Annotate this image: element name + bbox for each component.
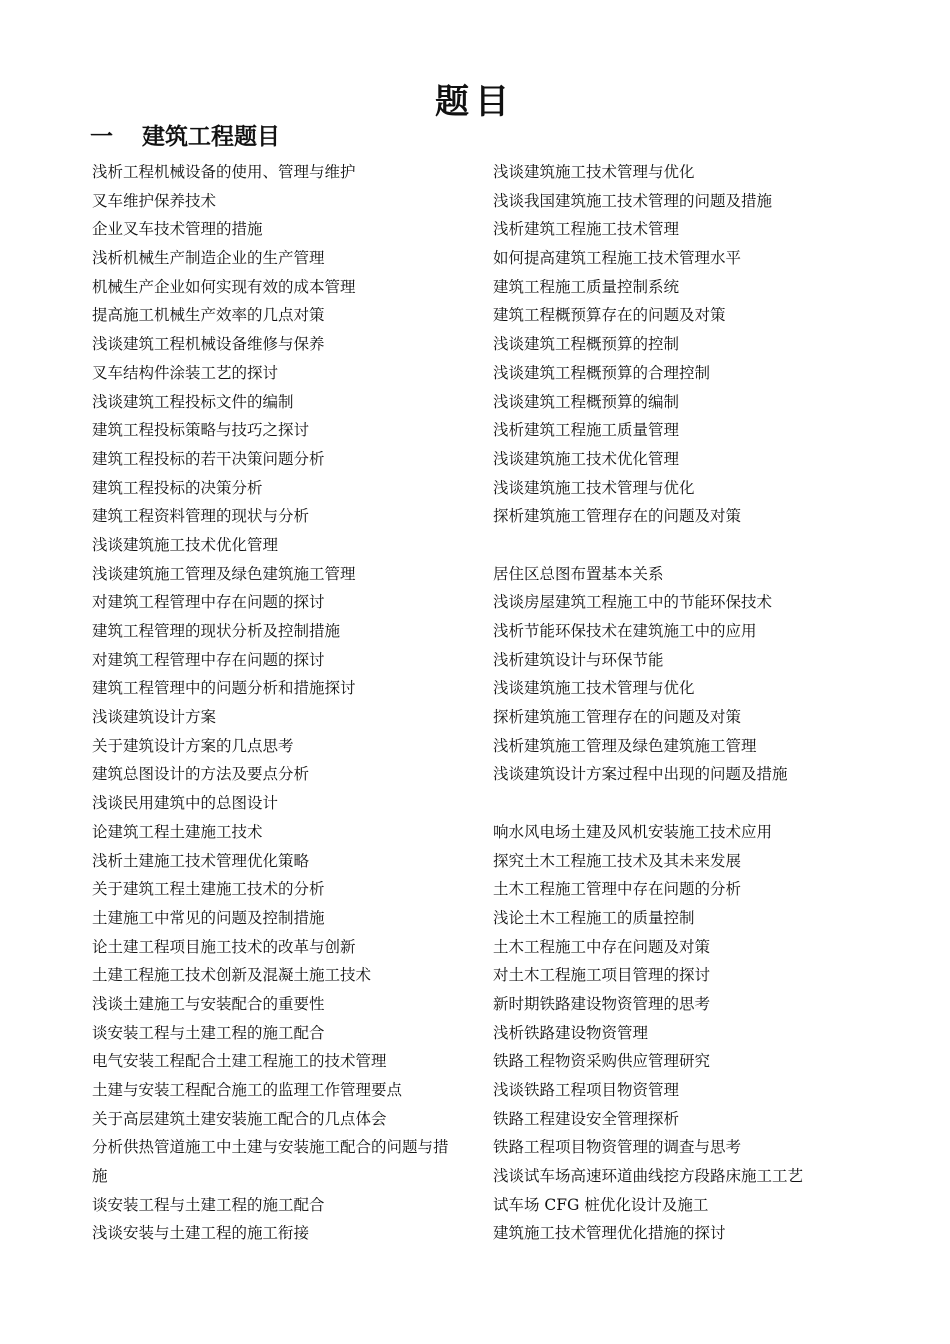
topic-item: 浅析建筑工程施工质量管理 <box>493 421 680 440</box>
topic-item: 建筑工程投标的决策分析 <box>92 478 263 497</box>
section-title: 建筑工程题目 <box>142 124 280 150</box>
topic-item: 建筑工程资料管理的现状与分析 <box>92 507 310 526</box>
topic-item: 响水风电场土建及风机安装施工技术应用 <box>493 822 773 841</box>
topic-item: 谈安装工程与土建工程的施工配合 <box>92 1023 325 1042</box>
topic-item: 浅谈建筑施工技术管理与优化 <box>493 478 695 497</box>
topic-item: 浅谈建筑施工技术管理与优化 <box>493 679 695 698</box>
topic-item: 浅谈建筑工程概预算的编制 <box>493 392 680 411</box>
topic-item: 机械生产企业如何实现有效的成本管理 <box>92 277 356 296</box>
blank-line <box>493 531 843 560</box>
topic-item: 建筑工程管理的现状分析及控制措施 <box>92 622 341 640</box>
topic-item: 浅析工程机械设备的使用、管理与维护 <box>92 163 356 181</box>
right-topic-list <box>493 158 843 1248</box>
topic-item: 铁路工程项目物资管理的调查与思考 <box>493 1138 742 1157</box>
topic-item: 建筑施工技术管理优化措施的探讨 <box>493 1224 726 1243</box>
topic-item: 企业叉车技术管理的措施 <box>92 220 263 239</box>
left-topic-list <box>92 158 452 1248</box>
page-title: 题目 <box>435 82 515 122</box>
topic-item: 浅析铁路建设物资管理 <box>493 1023 649 1042</box>
blank-line <box>493 789 843 818</box>
topic-item: 浅谈建筑设计方案过程中出现的问题及措施 <box>493 765 788 784</box>
topic-item: 对建筑工程管理中存在问题的探讨 <box>92 593 325 612</box>
topic-item: 论土建工程项目施工技术的改革与创新 <box>92 937 356 956</box>
topic-item: 浅谈建筑工程概预算的合理控制 <box>493 363 711 382</box>
topic-item: 浅谈建筑施工技术优化管理 <box>92 535 279 554</box>
topic-item: 浅论土木工程施工的质量控制 <box>493 908 695 927</box>
section-number: 一 <box>90 124 113 150</box>
topic-item: 土木工程施工中存在问题及对策 <box>493 937 711 956</box>
topic-item: 叉车维护保养技术 <box>92 191 217 210</box>
topic-item: 浅析节能环保技术在建筑施工中的应用 <box>493 622 757 640</box>
topic-item: 浅谈建筑工程机械设备维修与保养 <box>92 335 325 354</box>
topic-item: 浅谈土建施工与安装配合的重要性 <box>92 994 325 1013</box>
topic-item: 关于建筑设计方案的几点思考 <box>92 736 294 755</box>
topic-item: 关于高层建筑土建安装施工配合的几点体会 <box>92 1109 387 1128</box>
topic-item: 电气安装工程配合土建工程施工的技术管理 <box>92 1052 387 1071</box>
topic-item: 试车场 CFG 桩优化设计及施工 <box>493 1195 709 1214</box>
topic-item: 对建筑工程管理中存在问题的探讨 <box>92 650 325 669</box>
topic-item: 铁路工程建设安全管理探析 <box>493 1109 680 1128</box>
topic-item: 探析建筑施工管理存在的问题及对策 <box>493 708 742 727</box>
topic-item: 建筑工程概预算存在的问题及对策 <box>493 306 726 325</box>
topic-item: 浅谈房屋建筑工程施工中的节能环保技术 <box>493 593 773 612</box>
topic-item: 浅谈建筑施工管理及绿色建筑施工管理 <box>92 564 356 583</box>
topic-item: 浅谈铁路工程项目物资管理 <box>493 1081 680 1099</box>
topic-item: 土建与安装工程配合施工的监理工作管理要点 <box>92 1081 403 1099</box>
topic-item: 叉车结构件涂装工艺的探讨 <box>92 363 279 382</box>
topic-item: 浅析土建施工技术管理优化策略 <box>92 851 310 870</box>
topic-item: 建筑总图设计的方法及要点分析 <box>92 765 310 784</box>
topic-item: 建筑工程施工质量控制系统 <box>493 277 680 296</box>
topic-item: 分析供热管道施工中土建与安装施工配合的问题与措施 <box>92 1138 449 1186</box>
topic-item: 浅谈建筑工程概预算的控制 <box>493 335 680 354</box>
topic-item: 建筑工程投标策略与技巧之探讨 <box>92 421 310 440</box>
topic-item: 浅析建筑工程施工技术管理 <box>493 220 680 239</box>
topic-item: 关于建筑工程土建施工技术的分析 <box>92 880 325 899</box>
topic-item: 谈安装工程与土建工程的施工配合 <box>92 1195 325 1214</box>
topic-item: 土建施工中常见的问题及控制措施 <box>92 908 325 927</box>
section-heading <box>90 118 280 151</box>
topic-item: 如何提高建筑工程施工技术管理水平 <box>493 249 742 268</box>
topic-item: 建筑工程管理中的问题分析和措施探讨 <box>92 679 356 698</box>
topic-item: 浅谈建筑设计方案 <box>92 708 217 727</box>
topic-item: 探析建筑施工管理存在的问题及对策 <box>493 507 742 526</box>
topic-item: 土木工程施工管理中存在问题的分析 <box>493 880 742 899</box>
topic-item: 浅谈我国建筑施工技术管理的问题及措施 <box>493 191 773 210</box>
topic-item: 对土木工程施工项目管理的探讨 <box>493 966 711 985</box>
topic-item: 浅谈建筑施工技术管理与优化 <box>493 163 695 181</box>
topic-item: 居住区总图布置基本关系 <box>493 564 664 583</box>
topic-item: 浅析机械生产制造企业的生产管理 <box>92 249 325 268</box>
topic-item: 浅析建筑设计与环保节能 <box>493 650 664 669</box>
topic-item: 浅谈安装与土建工程的施工衔接 <box>92 1224 310 1243</box>
topic-item: 浅谈民用建筑中的总图设计 <box>92 794 279 813</box>
topic-item: 铁路工程物资采购供应管理研究 <box>493 1052 711 1071</box>
topic-item: 探究土木工程施工技术及其未来发展 <box>493 851 742 870</box>
topic-item: 浅谈建筑工程投标文件的编制 <box>92 392 294 411</box>
topic-item: 浅谈建筑施工技术优化管理 <box>493 449 680 468</box>
topic-item: 新时期铁路建设物资管理的思考 <box>493 994 711 1013</box>
topic-item: 浅谈试车场高速环道曲线挖方段路床施工工艺 <box>493 1167 804 1186</box>
topic-item: 建筑工程投标的若干决策问题分析 <box>92 449 325 468</box>
topic-item: 论建筑工程土建施工技术 <box>92 822 263 841</box>
topic-item: 浅析建筑施工管理及绿色建筑施工管理 <box>493 736 757 755</box>
topic-item: 土建工程施工技术创新及混凝土施工技术 <box>92 966 372 985</box>
topic-item: 提高施工机械生产效率的几点对策 <box>92 306 325 325</box>
